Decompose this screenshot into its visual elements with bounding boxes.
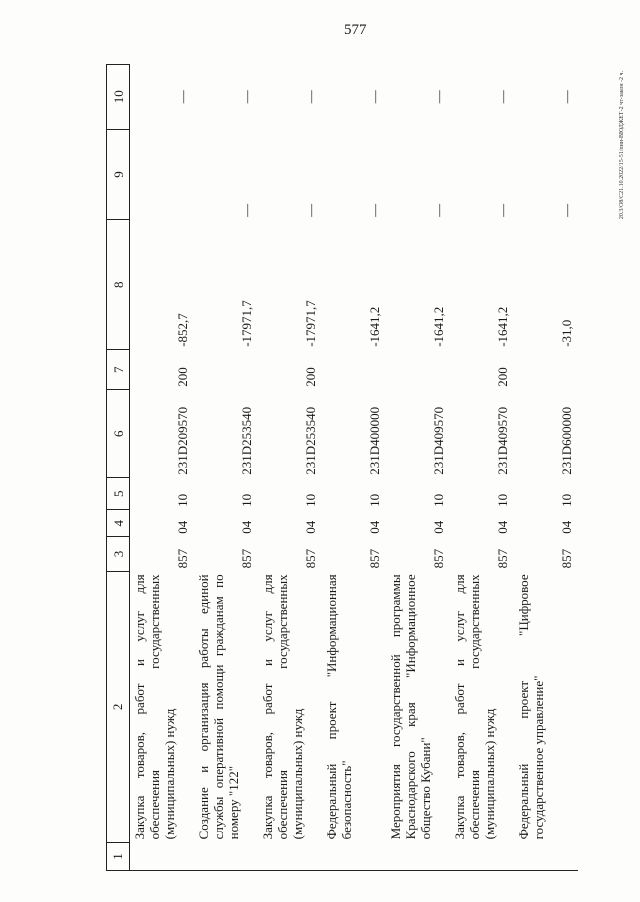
row-code-vedomstvo: 857	[239, 548, 255, 569]
row-amount-next-year: —	[239, 203, 255, 217]
row-target-article: 231D409570	[431, 406, 447, 475]
table-row	[194, 65, 258, 871]
table-row	[514, 65, 578, 871]
table-row	[322, 65, 386, 871]
table-row	[258, 65, 322, 871]
header-cell: 3	[107, 537, 130, 572]
row-description: Федеральный проект "Информационная безопасность"	[324, 574, 354, 840]
document-stamp-text: 20.3/О8/С21.10.2022/15-51/пии-ВЮДЖЕТ-2 чт-закон -2 ч.	[619, 70, 625, 220]
row-code-subsection: 10	[239, 493, 255, 507]
table-header-row	[107, 65, 130, 871]
row-code-vedomstvo: 857	[303, 548, 319, 569]
header-cell: 7	[107, 350, 130, 390]
row-code-section: 04	[303, 520, 319, 534]
row-code-vedomstvo: 857	[495, 548, 511, 569]
row-amount-next-year: —	[559, 203, 575, 217]
row-code-vedomstvo: 857	[559, 548, 575, 569]
row-expense-type	[194, 350, 258, 390]
row-amount: -852,7	[175, 313, 191, 347]
row-amount-next-year: —	[431, 203, 447, 217]
row-code-vedomstvo: 857	[367, 548, 383, 569]
header-cell: 2	[107, 571, 130, 842]
page-number: 577	[344, 22, 367, 38]
document-stamp	[612, 50, 632, 240]
row-target-article: 231D253540	[239, 406, 255, 475]
header-cell: 6	[107, 390, 130, 478]
row-number-cell	[386, 842, 450, 870]
row-code-section: 04	[367, 520, 383, 534]
header-cell: 8	[107, 220, 130, 350]
row-code-subsection: 10	[175, 493, 191, 507]
row-number-cell	[514, 842, 578, 870]
table-row	[130, 65, 195, 871]
table-row	[450, 65, 514, 871]
row-code-section: 04	[239, 520, 255, 534]
row-amount-next-year: —	[303, 203, 319, 217]
row-expense-type: 200	[175, 367, 191, 387]
row-code-subsection: 10	[303, 493, 319, 507]
row-expense-type	[386, 350, 450, 390]
row-number-cell	[194, 842, 258, 870]
row-code-subsection: 10	[431, 493, 447, 507]
row-code-subsection: 10	[495, 493, 511, 507]
row-amount-next-year: —	[495, 203, 511, 217]
row-target-article: 231D400000	[367, 406, 383, 475]
row-code-section: 04	[175, 520, 191, 534]
row-expense-type	[514, 350, 578, 390]
row-amount-next-year: —	[367, 203, 383, 217]
budget-table	[106, 64, 578, 871]
row-amount-following-year: —	[175, 90, 191, 104]
row-description: Федеральный проект "Цифровое государственное управление"	[516, 574, 546, 840]
row-code-section: 04	[559, 520, 575, 534]
row-amount-following-year: —	[431, 90, 447, 104]
row-amount: -1641,2	[495, 306, 511, 347]
row-description: Закупка товаров, работ и услуг для обеспечения государственных (муниципальных) нужд	[132, 574, 177, 840]
header-cell: 5	[107, 478, 130, 510]
row-amount-following-year: —	[239, 90, 255, 104]
header-cell: 4	[107, 510, 130, 537]
row-target-article: 231D253540	[303, 406, 319, 475]
row-expense-type	[322, 350, 386, 390]
row-description: Создание и организация работы единой службы оперативной помощи гражданам по номеру "122"	[196, 574, 241, 840]
row-amount: -1641,2	[367, 306, 383, 347]
row-amount: -17971,7	[303, 300, 319, 347]
row-amount: -1641,2	[431, 306, 447, 347]
row-amount-following-year: —	[367, 90, 383, 104]
row-target-article: 231D409570	[495, 406, 511, 475]
header-cell: 1	[107, 842, 130, 870]
row-code-vedomstvo: 857	[431, 548, 447, 569]
table-row	[386, 65, 450, 871]
row-code-section: 04	[431, 520, 447, 534]
row-expense-type: 200	[303, 367, 319, 387]
row-amount-following-year: —	[495, 90, 511, 104]
rotated-table	[106, 64, 604, 871]
row-target-article: 231D209570	[175, 406, 191, 475]
row-code-section: 04	[495, 520, 511, 534]
row-amount: -17971,7	[239, 300, 255, 347]
row-number-cell	[322, 842, 386, 870]
row-description: Закупка товаров, работ и услуг для обеспечения государственных (муниципальных) нужд	[260, 574, 305, 840]
row-amount-next-year	[130, 129, 195, 220]
row-target-article: 231D600000	[559, 406, 575, 475]
rotated-table-frame	[106, 64, 604, 871]
row-amount: -31,0	[559, 319, 575, 347]
header-cell: 10	[107, 65, 130, 130]
row-code-subsection: 10	[367, 493, 383, 507]
row-code-vedomstvo: 857	[175, 548, 191, 569]
row-description: Мероприятия государственной программы Краснодарского края "Информационное общество Кубани"	[388, 574, 433, 840]
row-amount-following-year: —	[303, 90, 319, 104]
header-cell: 9	[107, 129, 130, 220]
row-number-cell	[130, 842, 195, 870]
row-amount-following-year: —	[559, 90, 575, 104]
row-number-cell	[450, 842, 514, 870]
row-expense-type: 200	[495, 367, 511, 387]
row-number-cell	[258, 842, 322, 870]
row-code-subsection: 10	[559, 493, 575, 507]
row-description: Закупка товаров, работ и услуг для обеспечения государственных (муниципальных) нужд	[452, 574, 497, 840]
